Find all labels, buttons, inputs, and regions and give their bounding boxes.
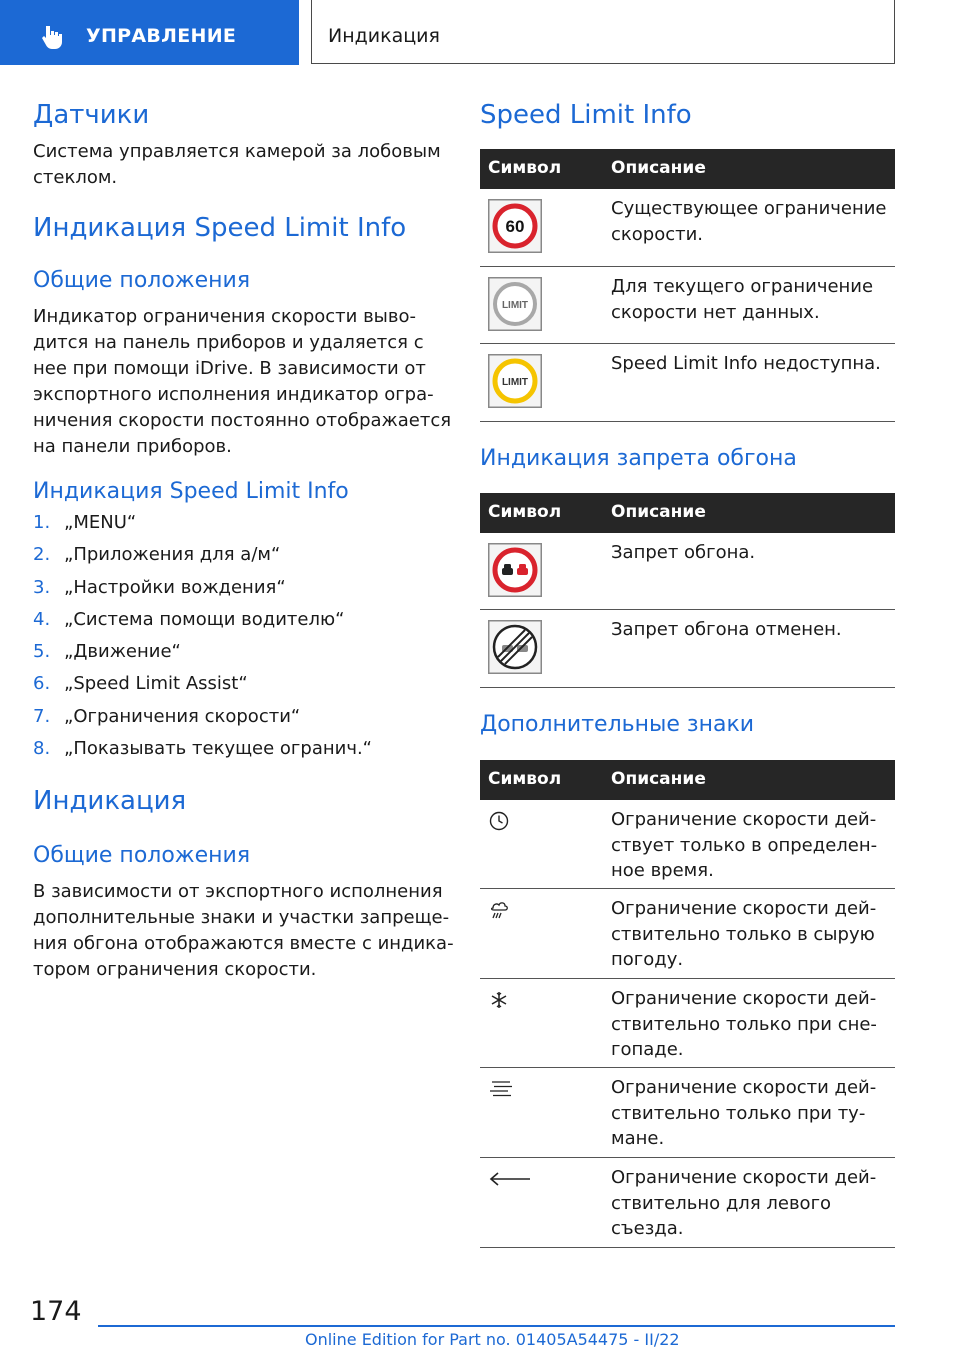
list-item: 4. „Система помощи водителю“ [33, 608, 345, 630]
sli-table-title: Speed Limit Info [480, 100, 692, 130]
row-description: Для текущего ограничение скорости нет данных. [611, 276, 874, 323]
general-title: Общие положения [33, 268, 251, 293]
row-description: Существующее ограничение скорости. [611, 198, 887, 245]
no-overtaking-title: Индикация запрета обгона [480, 446, 797, 471]
table-row [480, 800, 895, 889]
row-description: Ограничение скорости дей- ствительно только в сырую погоду. [611, 898, 877, 970]
page-number: 174 [30, 1296, 82, 1327]
footer-divider [98, 1325, 895, 1327]
sensors-title: Датчики [33, 100, 150, 130]
display-title: Индикация [33, 786, 187, 816]
row-description: Ограничение скорости дей- ствительно для левого съезда. [611, 1167, 877, 1239]
general-text: Индикатор ограничения скорости выво- дится на панель приборов и удаляется с нее при помощи iDrive. В зависимости от экспортного исполнения индикатор огра- ничения скорости постоянно отображается на панели приборов. [33, 306, 452, 457]
section-label: УПРАВЛЕНИЕ [86, 25, 237, 47]
table-header: Символ Описание [480, 493, 895, 533]
list-item: 1. „MENU“ [33, 512, 137, 533]
sensors-text: Система управляется камерой за лобовым стеклом. [33, 141, 441, 188]
row-description: Запрет обгона. [611, 542, 756, 563]
no-overtaking-sign [488, 543, 542, 597]
section-tab[interactable] [0, 0, 299, 65]
no-overtaking-table [480, 493, 895, 688]
fog-icon [488, 1078, 514, 1100]
list-item: 6. „Speed Limit Assist“ [33, 673, 248, 695]
row-description: Ограничение скорости дей- ствует только в определен- ное время. [611, 809, 878, 881]
table-row [480, 267, 895, 344]
snowflake-icon [488, 989, 510, 1011]
list-item: 5. „Движение“ [33, 641, 181, 663]
sli-table [480, 149, 895, 422]
list-item: 7. „Ограничения скорости“ [33, 705, 301, 727]
list-item: 3. „Настройки вождения“ [33, 576, 286, 598]
chapter-header [311, 0, 895, 64]
table-row [480, 979, 895, 1068]
speed-limit-60-sign [488, 199, 542, 253]
list-item: 8. „Показывать текущее огранич.“ [33, 738, 372, 760]
table-row [480, 533, 895, 610]
clock-icon [488, 810, 510, 832]
extra-signs-table [480, 760, 895, 1248]
list-item: 2. „Приложения для а/м“ [33, 544, 281, 566]
chapter-label: Индикация [328, 25, 440, 47]
rain-icon [488, 899, 510, 921]
table-header: Символ Описание [480, 760, 895, 800]
speed-limit-unknown-sign [488, 277, 542, 331]
row-description: Ограничение скорости дей- ствительно только при ту- мане. [611, 1077, 877, 1149]
row-description: Speed Limit Info недоступна. [611, 353, 881, 374]
svg-text:LIMIT: LIMIT [501, 377, 529, 388]
display-text: В зависимости от экспортного исполнения дополнительные знаки и участки запреще- ния обгона отображаются вместе с индика- тором ограничения скорости. [33, 881, 454, 980]
sli-title: Индикация Speed Limit Info [33, 213, 407, 243]
row-description: Ограничение скорости дей- ствительно только при сне- гопаде. [611, 988, 877, 1060]
edition-text: Online Edition for Part no. 01405A54475 - II/22 [305, 1330, 680, 1349]
table-row [480, 344, 895, 422]
table-row [480, 1068, 895, 1158]
speed-limit-unavailable-sign [488, 354, 542, 408]
table-row [480, 889, 895, 979]
steps-list [33, 510, 372, 768]
table-row [480, 189, 895, 267]
row-description: Запрет обгона отменен. [611, 619, 842, 640]
display-subtitle: Общие положения [33, 843, 251, 868]
svg-text:LIMIT: LIMIT [501, 300, 529, 311]
extra-signs-title: Дополнительные знаки [480, 712, 755, 737]
hand-pointer-icon [40, 24, 66, 50]
left-exit-arrow-icon [488, 1170, 532, 1188]
table-header: Символ Описание [480, 149, 895, 189]
no-overtaking-end-sign [488, 620, 542, 674]
table-row [480, 610, 895, 688]
svg-text:60: 60 [505, 217, 525, 236]
table-row [480, 1158, 895, 1248]
sli-subtitle: Индикация Speed Limit Info [33, 479, 349, 504]
